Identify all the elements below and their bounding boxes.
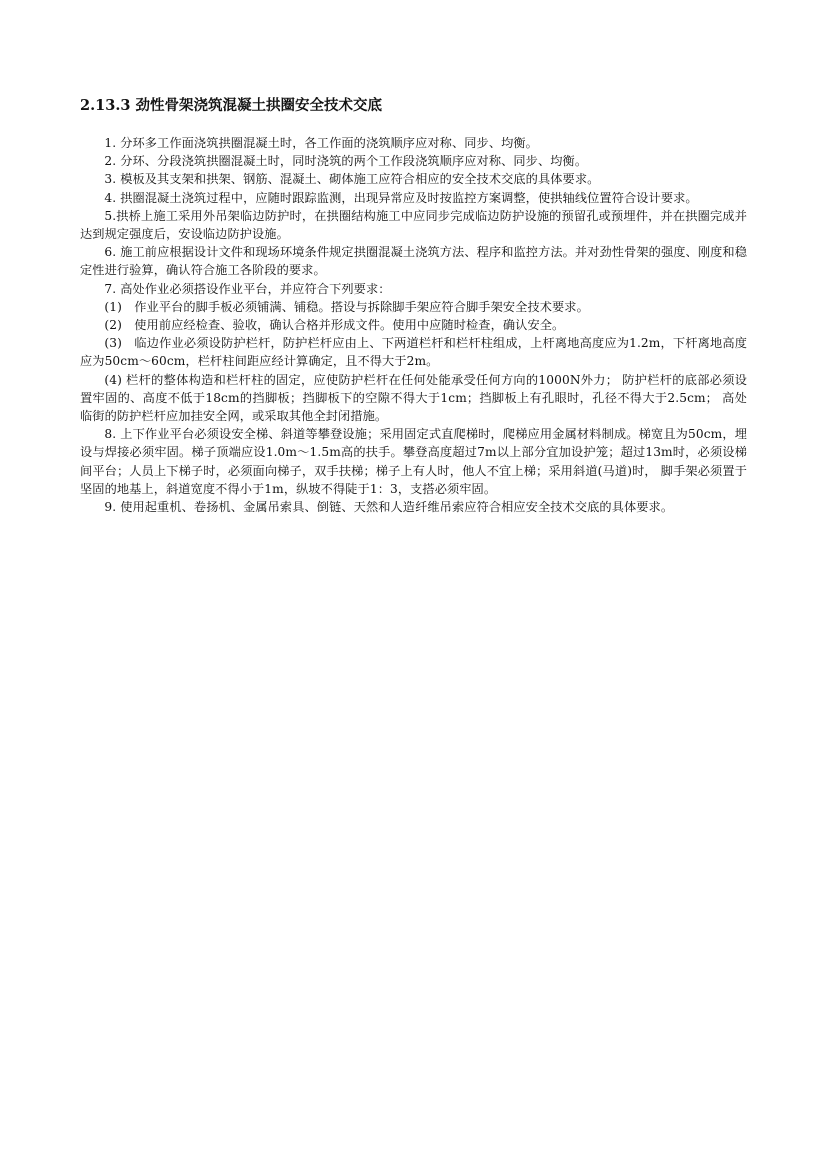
paragraph-7-item-3: (3) 临边作业必须设防护栏杆，防护栏杆应由上、下两道栏杆和栏杆柱组成，上杆离地高度应为1.2m，下杆离地高度应为50cm～60cm，栏杆柱间距应经计算确定，且不得大于2m。 xyxy=(80,336,747,369)
paragraph-5: 5.拱桥上施工采用外吊架临边防护时，在拱圈结构施工中应同步完成临边防护设施的预留孔或预埋件，并在拱圈完成并达到规定强度后，安设临边防护设施。 xyxy=(80,208,747,242)
paragraph-7: 7. 高处作业必须搭设作业平台，并应符合下列要求： xyxy=(104,281,391,296)
paragraph-2: 2. 分环、分段浇筑拱圈混凝土时，同时浇筑的两个工作段浇筑顺序应对称、同步、均衡。 xyxy=(104,154,588,169)
paragraph-1: 1. 分环多工作面浇筑拱圈混凝土时，各工作面的浇筑顺序应对称、同步、均衡。 xyxy=(104,136,538,150)
paragraph-7-item-1: (1) 作业平台的脚手板必须铺满、铺稳。搭设与拆除脚手架应符合脚手架安全技术要求。 xyxy=(104,299,589,314)
document-page xyxy=(80,96,747,516)
paragraph-8: 8. 上下作业平台必须设安全梯、斜道等攀登设施；采用固定式直爬梯时，爬梯应用金属材料制成。梯宽且为50cm，埋设与焊接必须牢固。梯子顶端应设1.0m～1.5m高的扶手。攀登高度超过7m以上部分宜加设护笼；超过13m时，必须设梯间平台；人员上下梯子时，必须面向梯子，双手扶梯；梯子上有人时，他人不宜上梯；采用斜道(马道)时， 脚手架必须置于坚固的地基上，斜道宽度不得小于1m，纵坡不得陡于1：3，支搭必须牢固。 xyxy=(80,427,747,496)
paragraph-7-item-4: (4) 栏杆的整体构造和栏杆柱的固定，应使防护栏杆在任何处能承受任何方向的1000N外力； 防护栏杆的底部必须设置牢固的、高度不低于18cm的挡脚板；挡脚板下的空隙不得大于1cm；挡脚板上有孔眼时，孔径不得大于2.5cm； 高处临街的防护栏杆应加挂安全网，或采取其他全封闭措施。 xyxy=(80,372,747,424)
paragraph-7-item-2: (2) 使用前应经检查、验收，确认合格并形成文件。使用中应随时检查，确认安全。 xyxy=(104,318,565,333)
section-title: 2.13.3 劲性骨架浇筑混凝土拱圈安全技术交底 xyxy=(80,97,382,114)
paragraph-9: 9. 使用起重机、卷扬机、金属吊索具、倒链、天然和人造纤维吊索应符合相应安全技术交底的具体要求。 xyxy=(104,500,674,515)
paragraph-6: 6. 施工前应根据设计文件和现场环境条件规定拱圈混凝土浇筑方法、程序和监控方法。并对劲性骨架的强度、刚度和稳定性进行验算，确认符合施工各阶段的要求。 xyxy=(80,245,747,278)
paragraph-4: 4. 拱圈混凝土浇筑过程中，应随时跟踪监测，出现异常应及时按监控方案调整，使拱轴线位置符合设计要求。 xyxy=(104,190,698,205)
paragraph-3: 3. 模板及其支架和拱架、钢筋、混凝土、砌体施工应符合相应的安全技术交底的具体要求。 xyxy=(104,172,600,187)
